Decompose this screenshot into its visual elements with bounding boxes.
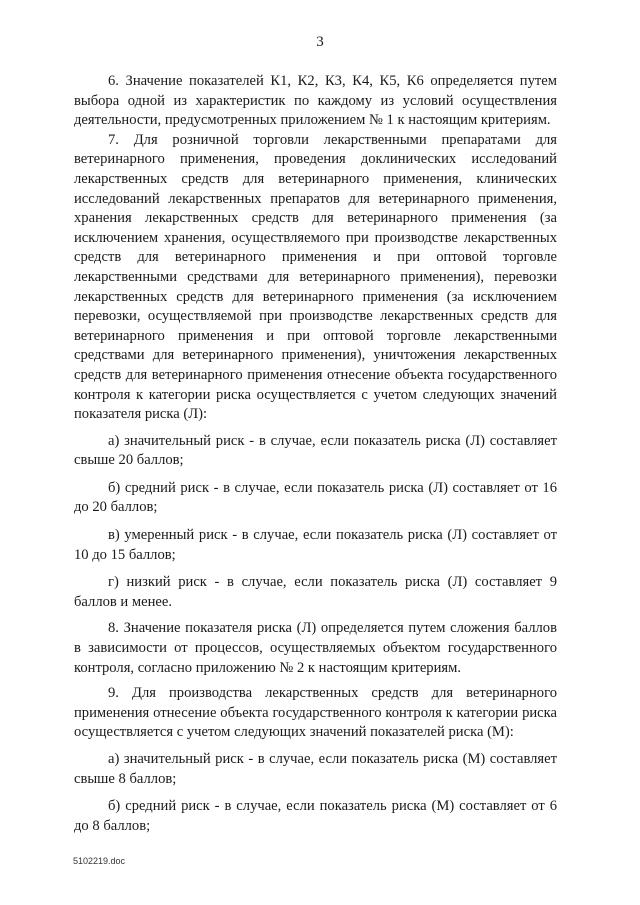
document-body — [74, 72, 557, 836]
list-item-9b: б) средний риск - в случае, если показатель риска (М) составляет от 6 до 8 баллов; — [74, 798, 557, 834]
document-filename: 5102219.doc — [73, 856, 126, 866]
paragraph-7: 7. Для розничной торговли лекарственными препаратами для ветеринарного применения, проведения доклинических исследований лекарственных средств для ветеринарного применения, клинических исследований лекарственных препаратов для ветеринарного применения, хранения лекарственных средств для ветеринарного применения (за исключением хранения, осуществляемого при производстве лекарственных средств для ветеринарного применения и при оптовой торговле лекарственными средствами для ветеринарного применения), перевозки лекарственных средств для ветеринарного применения (за исключением перевозки, осуществляемой при производстве лекарственных средств для ветеринарного применения и при оптовой торговле лекарственными средствами для ветеринарного применения), уничтожения лекарственных средств для ветеринарного применения отнесение объекта государственного контроля к категории риска осуществляется с учетом следующих значений показателя риска (Л): — [74, 131, 557, 423]
paragraph-8: 8. Значение показателя риска (Л) определяется путем сложения баллов в зависимости от процессов, осуществляемых объектом государственного контроля, согласно приложению № 2 к настоящим критериям. — [74, 620, 557, 676]
paragraph-6: 6. Значение показателей К1, К2, К3, К4, К5, К6 определяется путем выбора одной из характеристик по каждому из условий осуществления деятельности, предусмотренных приложением № 1 к настоящим критериям. — [74, 73, 557, 129]
paragraph-9: 9. Для производства лекарственных средств для ветеринарного применения отнесение объекта государственного контроля к категории риска осуществляется с учетом следующих значений показателей риска (М): — [74, 685, 557, 741]
page-number: 3 — [316, 34, 324, 50]
list-item-7g: г) низкий риск - в случае, если показатель риска (Л) составляет 9 баллов и менее. — [74, 574, 557, 610]
list-item-7v: в) умеренный риск - в случае, если показатель риска (Л) составляет от 10 до 15 баллов; — [74, 527, 557, 563]
list-item-7b: б) средний риск - в случае, если показатель риска (Л) составляет от 16 до 20 баллов; — [74, 479, 557, 516]
list-item-7a: а) значительный риск - в случае, если показатель риска (Л) составляет свыше 20 баллов; — [74, 432, 557, 469]
list-item-9a: а) значительный риск - в случае, если показатель риска (М) составляет свыше 8 баллов; — [74, 751, 557, 787]
